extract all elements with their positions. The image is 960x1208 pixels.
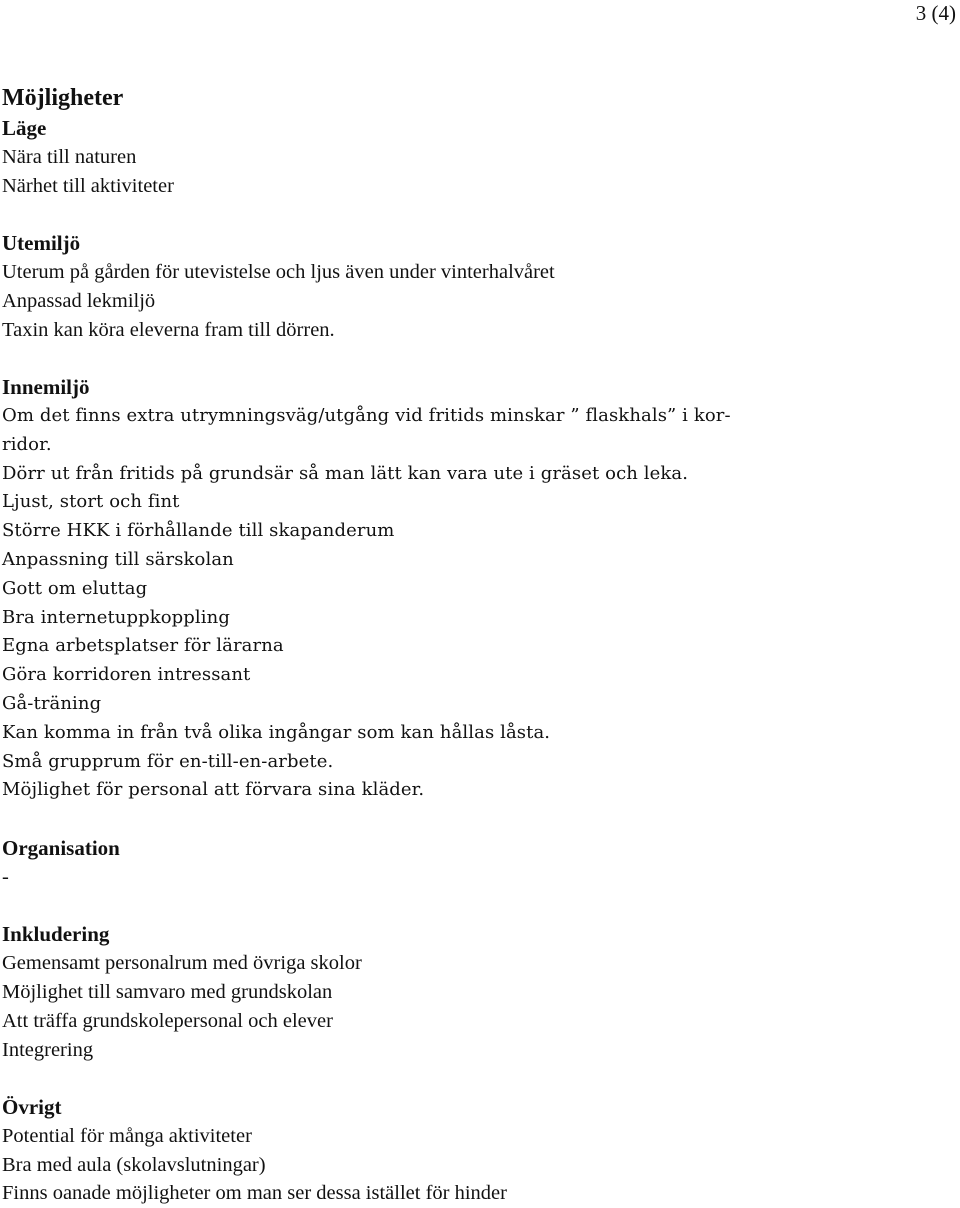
text-line: Anpassad lekmiljö (2, 289, 156, 312)
section-heading: Inkludering (2, 922, 110, 947)
text-line: Närhet till aktiviteter (2, 174, 174, 197)
section-utemiljo (2, 229, 954, 344)
text-line: Gemensamt personalrum med övriga skolor (2, 952, 362, 975)
document-body (2, 82, 954, 1208)
text-line: Egna arbetsplatser för lärarna (2, 635, 284, 657)
section-inkludering (2, 920, 954, 1064)
section-heading: Övrigt (2, 1095, 62, 1120)
page-number: 3 (4) (915, 1, 956, 25)
text-line: Större HKK i förhållande till skapanderum (2, 520, 395, 542)
section-heading: Utemiljö (2, 231, 81, 256)
section-innemiljo (2, 373, 954, 805)
document-title: Möjligheter (2, 85, 124, 111)
section-lage (2, 114, 954, 200)
paragraph-spacer (2, 1064, 954, 1093)
paragraph-spacer (2, 805, 954, 834)
text-line: Bra internetuppkoppling (2, 606, 230, 628)
text-line: Kan komma in från två olika ingångar som kan hållas låsta. (2, 721, 551, 743)
text-line: ridor. (2, 433, 52, 455)
text-line: Uterum på gården för utevistelse och ljus även under vinterhalvåret (2, 260, 555, 283)
text-line: Ljust, stort och fint (2, 491, 180, 513)
paragraph-spacer (2, 200, 954, 229)
text-line: Integrering (2, 1038, 94, 1061)
text-line: Finns oanade möjligheter om man ser dessa istället för hinder (2, 1182, 507, 1205)
text-line: Bra med aula (skolavslutningar) (2, 1153, 266, 1176)
text-line: Taxin kan köra eleverna fram till dörren. (2, 318, 335, 341)
text-line: Göra korridoren intressant (2, 664, 251, 686)
section-heading: Innemiljö (2, 375, 90, 400)
paragraph-spacer (2, 344, 954, 373)
text-line: Små grupprum för en-till-en-arbete. (2, 750, 334, 772)
text-line: Potential för många aktiviteter (2, 1124, 252, 1147)
text-line: Gå-träning (2, 692, 102, 714)
text-line: Om det finns extra utrymningsväg/utgång vid fritids minskar ” flaskhals” i kor- (2, 404, 731, 426)
text-line: Anpassning till särskolan (2, 548, 234, 570)
text-line: Möjlighet till samvaro med grundskolan (2, 980, 333, 1003)
text-line: Möjlighet för personal att förvara sina kläder. (2, 779, 425, 801)
text-line: Att träffa grundskolepersonal och elever (2, 1009, 333, 1032)
text-line: - (2, 865, 9, 888)
text-line: Nära till naturen (2, 145, 137, 168)
section-ovrigt (2, 1093, 954, 1208)
section-heading: Läge (2, 116, 47, 140)
section-heading: Organisation (2, 835, 120, 860)
section-organisation (2, 834, 954, 892)
text-line: Dörr ut från fritids på grundsär så man lätt kan vara ute i gräset och leka. (2, 462, 689, 484)
text-line: Gott om eluttag (2, 577, 148, 599)
paragraph-spacer (2, 892, 954, 921)
